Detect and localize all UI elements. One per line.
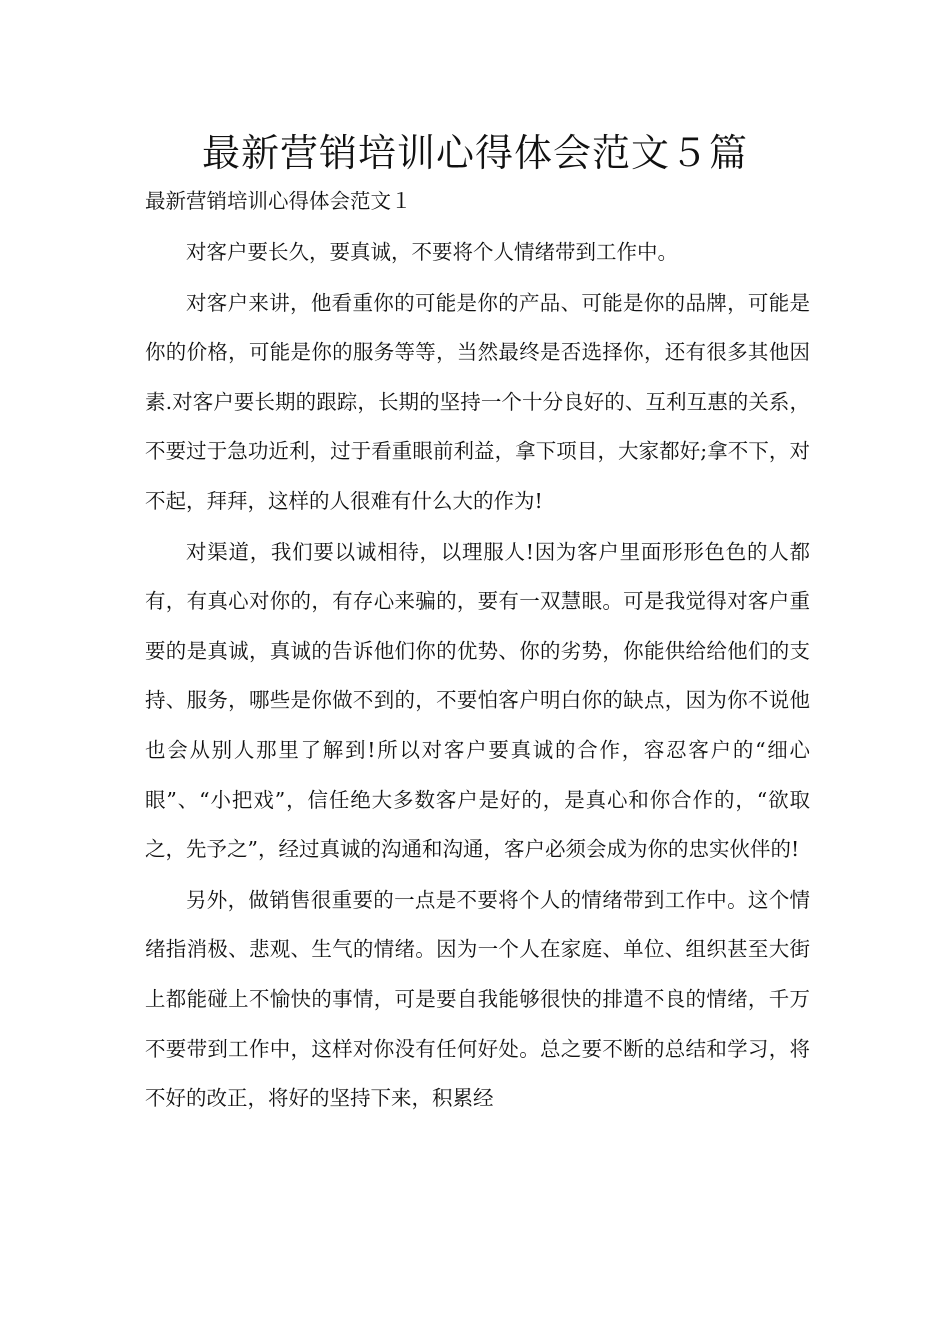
paragraph: 对渠道，我们要以诚相待，以理服人!因为客户里面形形色色的人都有，有真心对你的，有存心来骗的，要有一双慧眼。可是我觉得对客户重要的是真诚，真诚的告诉他们你的优势、你的劣势，你能供给给他们的支持、服务，哪些是你做不到的，不要怕客户明白你的缺点，因为你不说他也会从别人那里了解到!所以对客户要真诚的合作，容忍客户的“细心眼”、“小把戏”，信任绝大多数客户是好的，是真心和你合作的，“欲取之，先予之”，经过真诚的沟通和沟通，客户必须会成为你的忠实伙伴的!	[145, 539, 810, 862]
section-heading: 最新营销培训心得体会范文１	[145, 189, 412, 213]
paragraph: 另外，做销售很重要的一点是不要将个人的情绪带到工作中。这个情绪指消极、悲观、生气的情绪。因为一个人在家庭、单位、组织甚至大街上都能碰上不愉快的事情，可是要自我能够很快的排遣不良的情绪，千万不要带到工作中，这样对你没有任何好处。总之要不断的总结和学习，将不好的改正，将好的坚持下来，积累经	[145, 887, 810, 1111]
paragraph: 对客户来讲，他看重你的可能是你的产品、可能是你的品牌，可能是你的价格，可能是你的服务等等，当然最终是否选择你，还有很多其他因素.对客户要长期的跟踪，长期的坚持一个十分良好的、互利互惠的关系，不要过于急功近利，过于看重眼前利益，拿下项目，大家都好;拿不下，对不起，拜拜，这样的人很难有什么大的作为!	[145, 290, 810, 513]
document-title: 最新营销培训心得体会范文５篇	[201, 131, 748, 175]
document-body	[145, 186, 810, 1125]
paragraph: 对客户要长久，要真诚，不要将个人情绪带到工作中。	[186, 240, 678, 264]
